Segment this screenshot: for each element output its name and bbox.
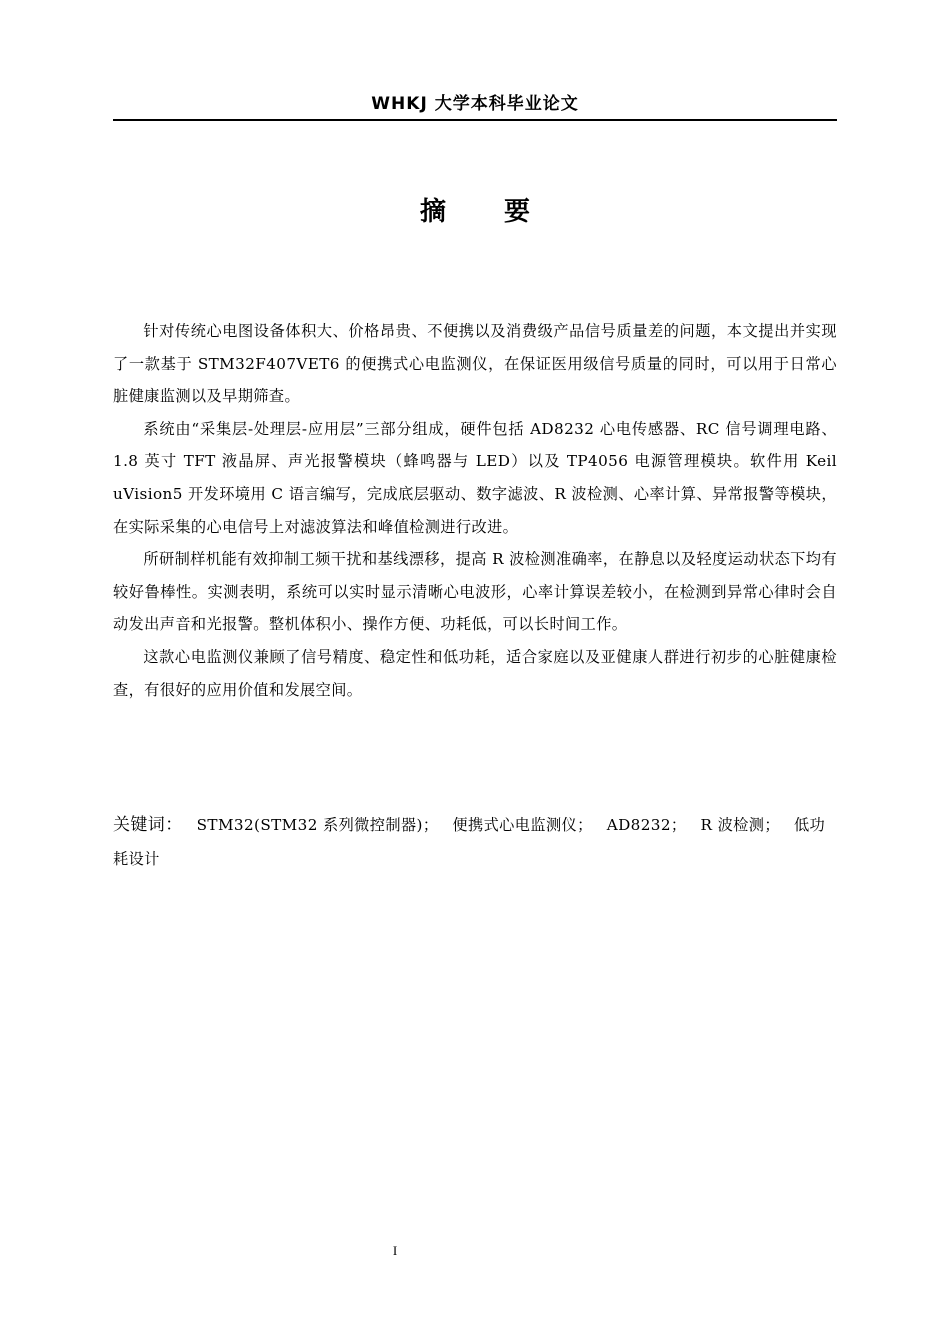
title-char-1: 摘: [419, 197, 446, 227]
abstract-paragraph-3: 所研制样机能有效抑制工频干扰和基线漂移，提高 R 波检测准确率，在静息以及轻度运动状态下均有较好鲁棒性。实测表明，系统可以实时显示清晰心电波形，心率计算误差较小，在检测到异常心律时会自动发出声音和光报警。整机体积小、操作方便、功耗低，可以长时间工作。: [113, 550, 837, 634]
header-rule: [113, 119, 837, 121]
keyword-item: 便携式心电监测仪；: [452, 816, 593, 834]
abstract-body: [113, 315, 837, 706]
keywords-section: [113, 808, 837, 876]
running-header: WHKJ 大学本科毕业论文: [371, 94, 579, 114]
keyword-item: 低功耗设计: [113, 816, 826, 868]
keyword-item: STM32(STM32 系列微控制器)；: [196, 816, 439, 834]
abstract-paragraph-4: 这款心电监测仪兼顾了信号精度、稳定性和低功耗，适合家庭以及亚健康人群进行初步的心脏健康检查，有很好的应用价值和发展空间。: [113, 647, 837, 699]
abstract-paragraph-2: 系统由“采集层-处理层-应用层”三部分组成，硬件包括 AD8232 心电传感器、RC 信号调理电路、1.8 英寸 TFT 液晶屏、声光报警模块（蜂鸣器与 LED）以及 TP4056 电源管理模块。软件用 Keil uVision5 开发环境用 C 语言编写，完成底层驱动、数字滤波、R 波检测、心率计算、异常报警等模块，在实际采集的心电信号上对滤波算法和峰值检测进行改进。: [113, 419, 837, 536]
title-char-2: 要: [504, 197, 531, 227]
keyword-item: AD8232；: [606, 816, 687, 834]
keywords-label: 关键词：: [113, 815, 183, 835]
keyword-item: R 波检测；: [700, 816, 780, 834]
abstract-paragraph-1: 针对传统心电图设备体积大、价格昂贵、不便携以及消费级产品信号质量差的问题，本文提出并实现了一款基于 STM32F407VET6 的便携式心电监测仪，在保证医用级信号质量的同时，可以用于日常心脏健康监测以及早期筛查。: [113, 322, 837, 406]
page-number: I: [392, 1243, 398, 1258]
page-title: [113, 194, 837, 230]
